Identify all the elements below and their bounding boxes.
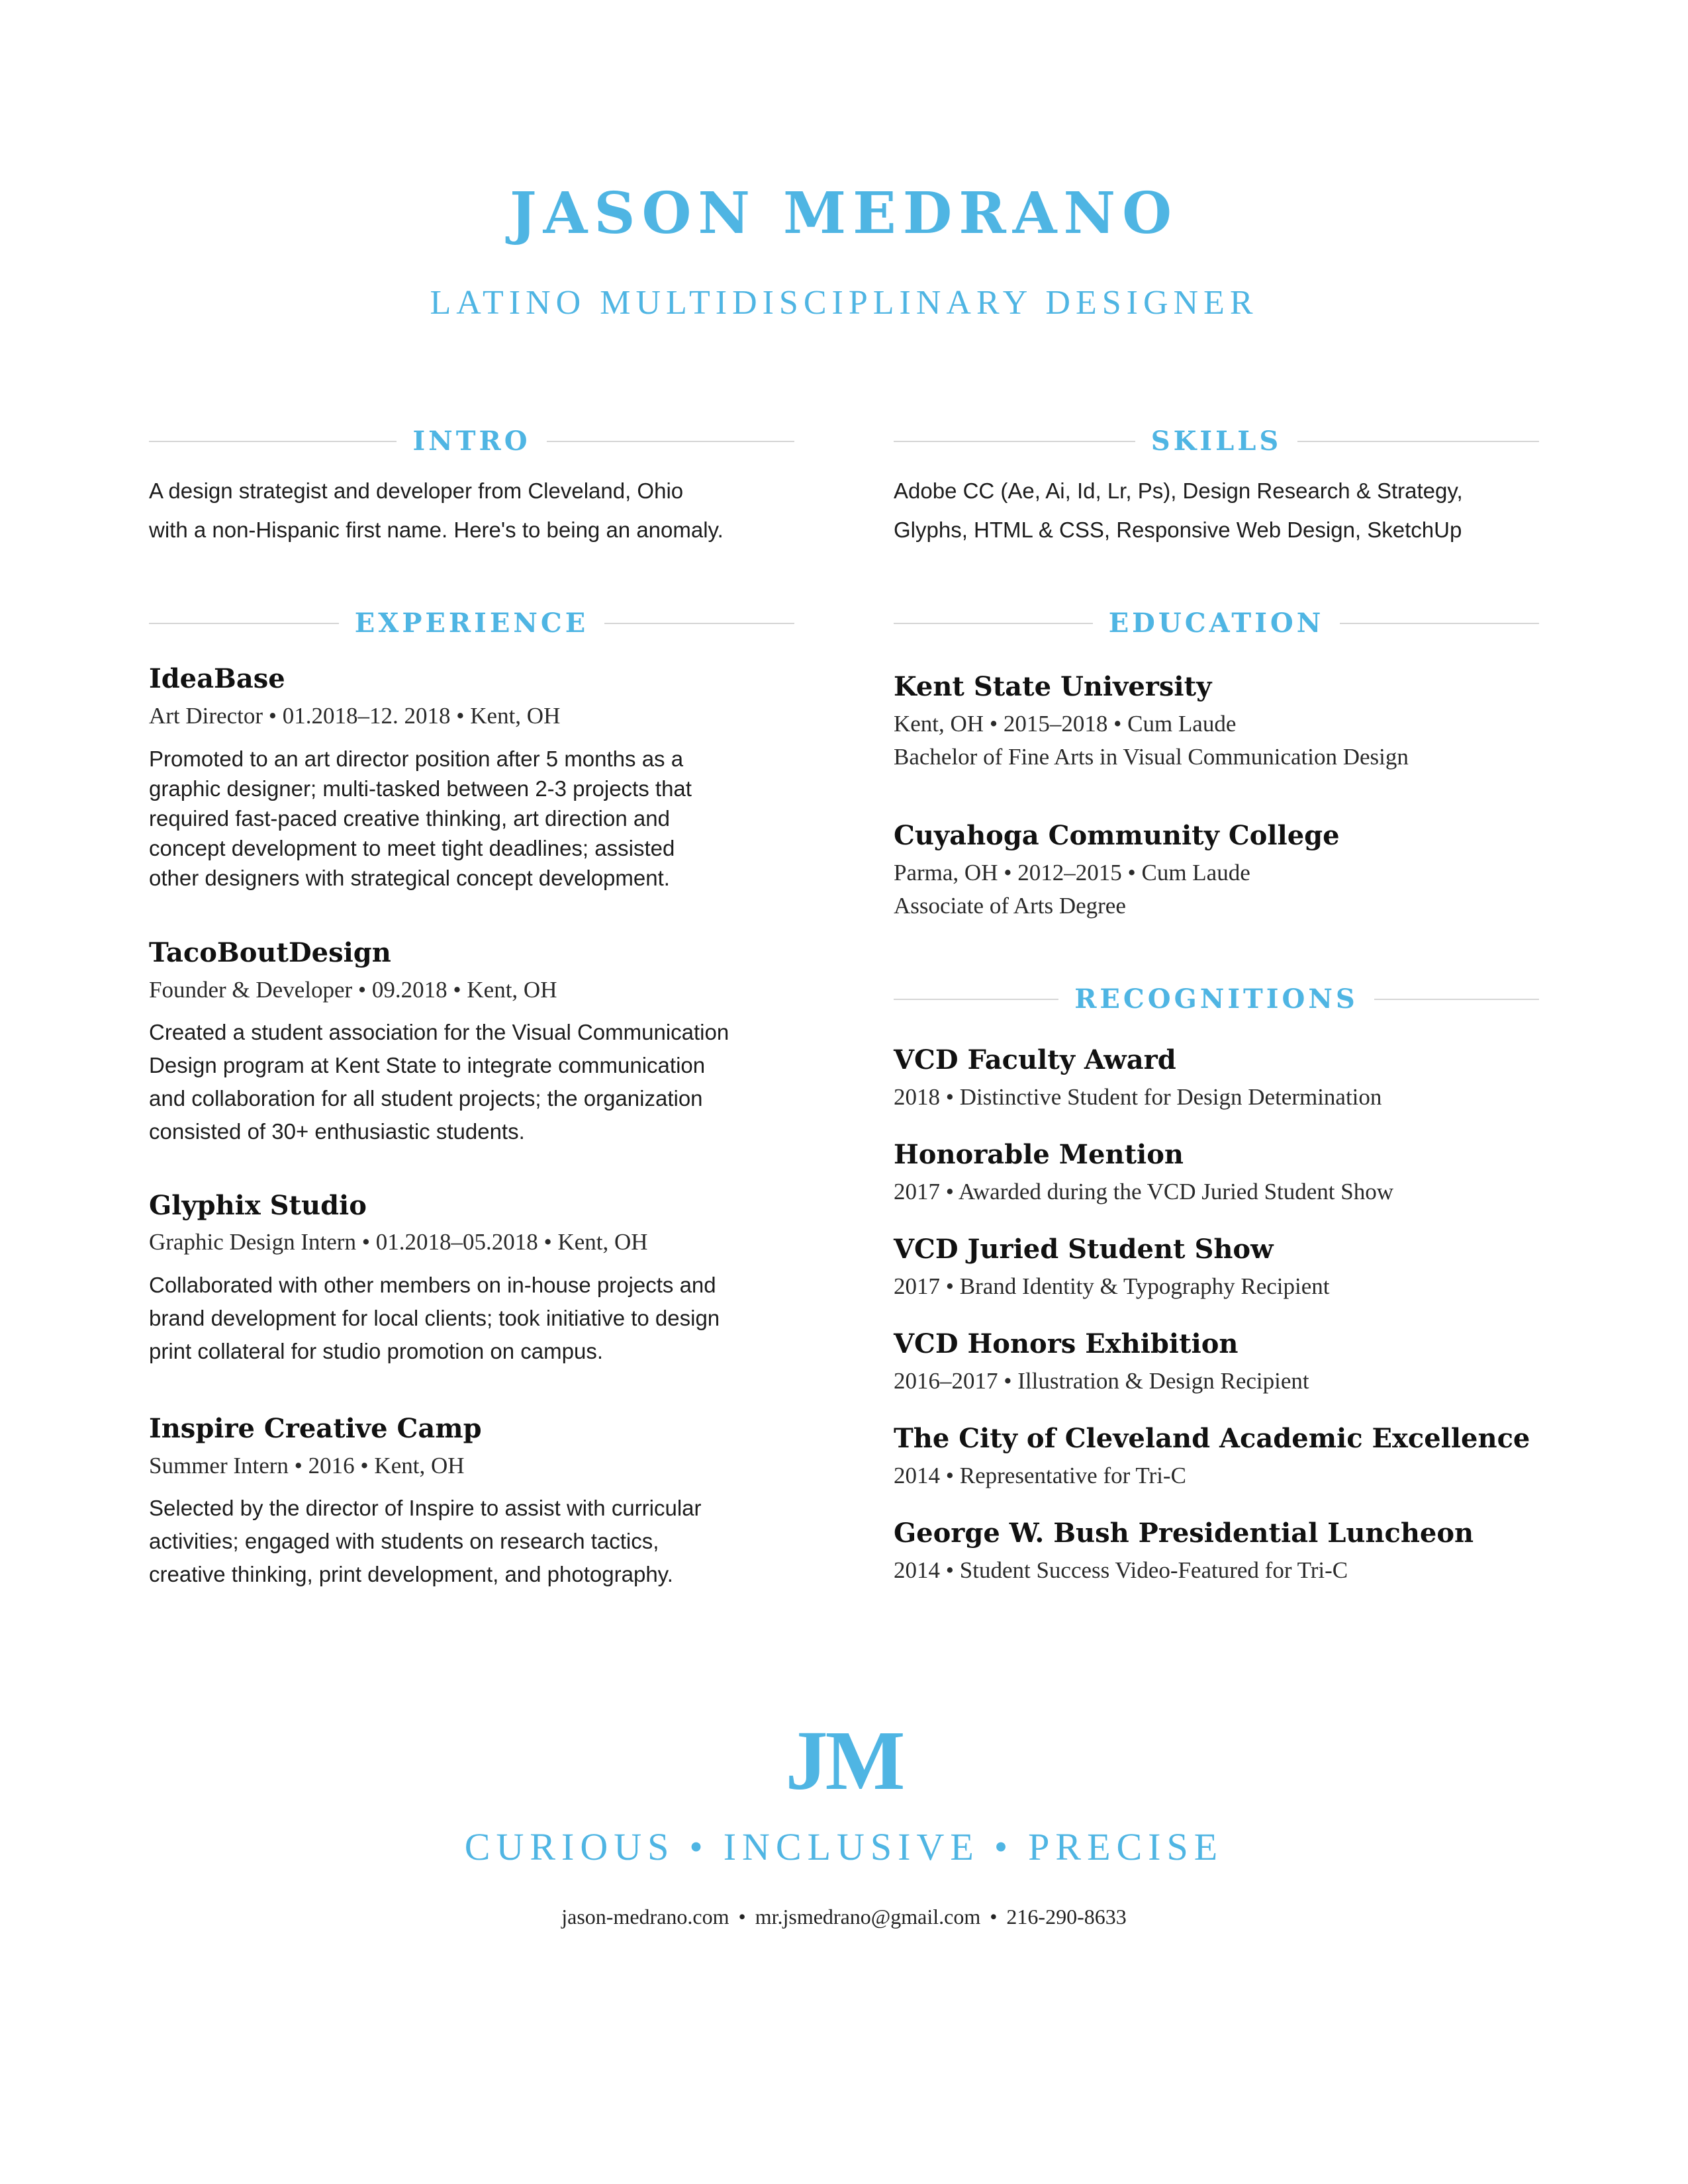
- section-label: EDUCATION: [1108, 608, 1325, 639]
- divider: [894, 441, 1135, 442]
- skills-line: Glyphs, HTML & CSS, Responsive Web Design, SketchUp: [894, 518, 1462, 542]
- job-desc-line: Selected by the director of Inspire to assist with curricular: [149, 1496, 702, 1520]
- divider: [1374, 999, 1539, 1000]
- recognition-title: VCD Juried Student Show: [894, 1234, 1274, 1265]
- intro-line: with a non-Hispanic first name. Here's to being an anomaly.: [149, 518, 724, 542]
- job-desc-line: brand development for local clients; took initiative to design: [149, 1306, 720, 1330]
- job-desc-line: and collaboration for all student projects; the organization: [149, 1086, 703, 1111]
- value-word: PRECISE: [1028, 1825, 1224, 1868]
- job-desc-line: print collateral for studio promotion on campus.: [149, 1339, 604, 1363]
- job-desc-line: Promoted to an art director position after 5 months as a: [149, 747, 684, 771]
- job-desc-line: required fast-paced creative thinking, art direction and: [149, 806, 670, 831]
- job-meta: Founder & Developer • 09.2018 • Kent, OH: [149, 977, 557, 1003]
- website-link[interactable]: jason-medrano.com: [561, 1905, 729, 1929]
- job-description: [149, 1016, 794, 1148]
- value-word: INCLUSIVE: [723, 1825, 980, 1868]
- school-meta: Kent, OH • 2015–2018 • Cum Laude: [894, 711, 1237, 737]
- contact-separator: •: [990, 1905, 998, 1929]
- job-meta: Summer Intern • 2016 • Kent, OH: [149, 1453, 465, 1479]
- monogram-logo: JM: [785, 1713, 903, 1807]
- recognition-meta: 2016–2017 • Illustration & Design Recipient: [894, 1368, 1309, 1394]
- job-company: Inspire Creative Camp: [149, 1413, 482, 1444]
- job-desc-line: consisted of 30+ enthusiastic students.: [149, 1119, 525, 1144]
- job-description: [149, 1269, 794, 1368]
- skills-heading: [894, 422, 1539, 461]
- school-meta: Parma, OH • 2012–2015 • Cum Laude: [894, 860, 1250, 886]
- job-desc-line: Created a student association for the Visual Communication: [149, 1020, 729, 1044]
- recognition-meta: 2014 • Representative for Tri-C: [894, 1463, 1186, 1488]
- job-desc-line: activities; engaged with students on research tactics,: [149, 1529, 659, 1553]
- job-description: [149, 1492, 794, 1591]
- recognition-title: The City of Cleveland Academic Excellence: [894, 1423, 1530, 1454]
- recognition-meta: 2014 • Student Success Video-Featured for Tri-C: [894, 1557, 1348, 1583]
- job-meta: Art Director • 01.2018–12. 2018 • Kent, OH: [149, 703, 561, 729]
- phone-number[interactable]: 216-290-8633: [1006, 1905, 1127, 1929]
- skills-text: [894, 471, 1539, 549]
- recognition-title: George W. Bush Presidential Luncheon: [894, 1518, 1474, 1549]
- skills-line: Adobe CC (Ae, Ai, Id, Lr, Ps), Design Research & Strategy,: [894, 478, 1463, 503]
- value-separator: •: [994, 1825, 1014, 1868]
- resume-name: JASON MEDRANO: [509, 180, 1179, 247]
- contact-separator: •: [738, 1905, 746, 1929]
- intro-heading: [149, 422, 794, 461]
- job-desc-line: Collaborated with other members on in-house projects and: [149, 1273, 716, 1297]
- recognition-meta: 2017 • Brand Identity & Typography Recipient: [894, 1273, 1330, 1299]
- job-company: TacoBoutDesign: [149, 937, 391, 968]
- job-meta: Graphic Design Intern • 01.2018–05.2018 • Kent, OH: [149, 1229, 648, 1255]
- divider: [149, 441, 397, 442]
- divider: [1297, 441, 1539, 442]
- school-name: Cuyahoga Community College: [894, 820, 1340, 851]
- email-link[interactable]: mr.jsmedrano@gmail.com: [755, 1905, 981, 1929]
- recognition-meta: 2017 • Awarded during the VCD Juried Student Show: [894, 1179, 1394, 1205]
- job-company: IdeaBase: [149, 663, 285, 694]
- recognition-title: VCD Faculty Award: [894, 1044, 1176, 1075]
- divider: [149, 623, 339, 624]
- job-desc-line: concept development to meet tight deadlines; assisted: [149, 836, 675, 860]
- job-desc-line: graphic designer; multi-tasked between 2-3 projects that: [149, 776, 692, 801]
- value-separator: •: [689, 1825, 709, 1868]
- education-heading: [894, 604, 1539, 643]
- recognitions-heading: [894, 979, 1539, 1019]
- divider: [1340, 623, 1539, 624]
- divider: [894, 999, 1058, 1000]
- school-degree: Associate of Arts Degree: [894, 893, 1126, 919]
- experience-heading: [149, 604, 794, 643]
- resume-title: LATINO MULTIDISCIPLINARY DESIGNER: [430, 284, 1258, 322]
- job-desc-line: Design program at Kent State to integrate communication: [149, 1053, 706, 1077]
- section-label: EXPERIENCE: [354, 608, 589, 639]
- value-word: CURIOUS: [464, 1825, 675, 1868]
- recognition-title: VCD Honors Exhibition: [894, 1328, 1239, 1359]
- job-desc-line: creative thinking, print development, and photography.: [149, 1562, 673, 1586]
- job-description: [149, 744, 794, 893]
- section-label: RECOGNITIONS: [1074, 983, 1358, 1015]
- section-label: SKILLS: [1150, 426, 1282, 457]
- recognition-title: Honorable Mention: [894, 1139, 1184, 1170]
- divider: [894, 623, 1093, 624]
- job-desc-line: other designers with strategical concept development.: [149, 866, 670, 890]
- intro-line: A design strategist and developer from Cleveland, Ohio: [149, 478, 684, 503]
- section-label: INTRO: [412, 426, 531, 457]
- recognition-meta: 2018 • Distinctive Student for Design Determination: [894, 1084, 1382, 1110]
- contact-line: [0, 1906, 1688, 1927]
- job-company: Glyphix Studio: [149, 1190, 367, 1221]
- school-degree: Bachelor of Fine Arts in Visual Communication Design: [894, 744, 1409, 770]
- divider: [604, 623, 794, 624]
- school-name: Kent State University: [894, 671, 1212, 702]
- divider: [547, 441, 794, 442]
- intro-text: [149, 471, 794, 549]
- values-line: [0, 1825, 1688, 1868]
